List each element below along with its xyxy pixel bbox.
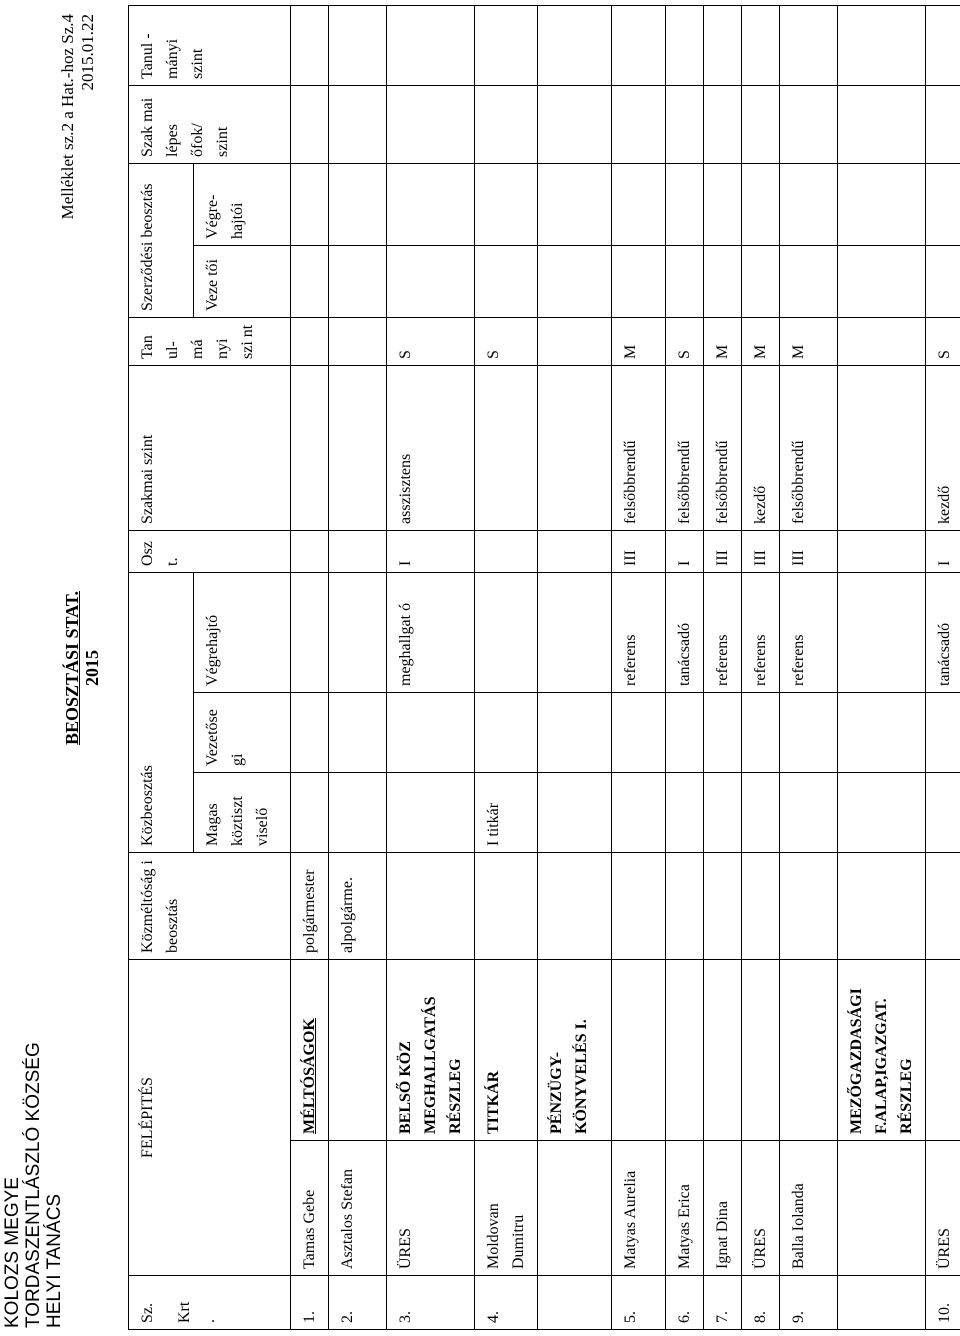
row-class: I <box>387 530 475 572</box>
table-row <box>666 5 704 1329</box>
row-grade <box>926 85 960 163</box>
row-education: S <box>387 317 475 365</box>
row-dignitary: polgármester <box>291 852 329 959</box>
row-level: felsőbbrendű <box>666 365 704 530</box>
row-study <box>329 5 387 85</box>
row-study <box>387 5 475 85</box>
annex-reference <box>58 14 98 219</box>
row-level: asszisztens <box>387 365 475 530</box>
org-commune: TORDASZENTLÁSZLÓ KÖZSÉG <box>23 1042 44 1328</box>
row-level: felsőbbrendű <box>612 365 666 530</box>
row-department <box>780 959 838 1140</box>
row-contract-lead <box>387 245 475 317</box>
row-department: MEZŐGAZDASÁGI F.ALAP,IGAZGAT. RÉSZLEG <box>838 959 926 1140</box>
col-number-header: Sz. Krt . <box>129 1276 291 1330</box>
col-study-header: Tanul - mányi szint <box>129 5 291 85</box>
row-grade <box>291 85 329 163</box>
row-contract-lead <box>838 245 926 317</box>
row-dignitary <box>612 852 666 959</box>
row-study <box>475 5 538 85</box>
row-class <box>475 530 538 572</box>
row-senior <box>926 772 960 852</box>
row-contract-lead <box>538 245 612 317</box>
row-study <box>838 5 926 85</box>
row-contract-lead <box>666 245 704 317</box>
row-executive <box>838 572 926 692</box>
row-name: Tamas Gebe <box>291 1141 329 1276</box>
row-class <box>329 530 387 572</box>
col-grade-header: Szak mai lépes őfok/ szint <box>129 85 291 163</box>
row-dignitary <box>742 852 780 959</box>
row-dignitary <box>666 852 704 959</box>
row-grade <box>387 85 475 163</box>
row-grade <box>538 85 612 163</box>
row-level: kezdő <box>926 365 960 530</box>
table-row <box>291 5 329 1329</box>
row-level <box>538 365 612 530</box>
row-number: 10. <box>926 1276 960 1330</box>
row-contract-exec <box>387 163 475 245</box>
row-senior <box>538 772 612 852</box>
row-contract-exec <box>612 163 666 245</box>
row-dignitary <box>926 852 960 959</box>
row-study <box>704 5 742 85</box>
row-contract-lead <box>926 245 960 317</box>
row-grade <box>838 85 926 163</box>
row-study <box>538 5 612 85</box>
row-education: S <box>926 317 960 365</box>
row-leadership <box>475 692 538 772</box>
row-contract-exec <box>329 163 387 245</box>
row-dignitary <box>475 852 538 959</box>
table-row <box>329 5 387 1329</box>
row-leadership <box>666 692 704 772</box>
row-department: PÉNZÜGY- KÖNYVELÉS I. <box>538 959 612 1140</box>
row-number <box>538 1276 612 1330</box>
row-grade <box>704 85 742 163</box>
row-senior <box>780 772 838 852</box>
row-class: III <box>780 530 838 572</box>
row-contract-lead <box>612 245 666 317</box>
row-grade <box>780 85 838 163</box>
row-department <box>742 959 780 1140</box>
row-level <box>291 365 329 530</box>
row-senior: I titkár <box>475 772 538 852</box>
row-leadership <box>329 692 387 772</box>
row-department <box>612 959 666 1140</box>
row-leadership <box>387 692 475 772</box>
table-row <box>538 5 612 1329</box>
row-grade <box>612 85 666 163</box>
row-executive: referens <box>704 572 742 692</box>
col-dignitary-header: Közméltóság i beosztás <box>129 852 291 959</box>
row-number <box>838 1276 926 1330</box>
row-name: Matyas Aurelia <box>612 1141 666 1276</box>
col-structure-header: FELÉPITÉS <box>129 959 291 1275</box>
row-education: M <box>704 317 742 365</box>
row-name: Ignat Dina <box>704 1141 742 1276</box>
row-contract-lead <box>742 245 780 317</box>
row-leadership <box>926 692 960 772</box>
row-education: S <box>475 317 538 365</box>
row-senior <box>291 772 329 852</box>
row-contract-lead <box>704 245 742 317</box>
table-row <box>838 5 926 1329</box>
row-contract-lead <box>291 245 329 317</box>
row-department: TITKÁR <box>475 959 538 1140</box>
row-class: III <box>612 530 666 572</box>
row-number: 1. <box>291 1276 329 1330</box>
row-name: ÜRES <box>926 1141 960 1276</box>
col-public-post-header: Közbeosztás <box>129 572 194 852</box>
row-class <box>838 530 926 572</box>
org-council: HELYI TANÁCS <box>44 1193 65 1328</box>
row-name <box>538 1141 612 1276</box>
row-contract-exec <box>838 163 926 245</box>
row-level: felsőbbrendű <box>780 365 838 530</box>
row-leadership <box>704 692 742 772</box>
table-row <box>475 5 538 1329</box>
row-senior <box>838 772 926 852</box>
row-name <box>838 1141 926 1276</box>
row-education <box>291 317 329 365</box>
row-number: 6. <box>666 1276 704 1330</box>
row-dignitary <box>538 852 612 959</box>
row-education: S <box>666 317 704 365</box>
row-study <box>666 5 704 85</box>
row-department <box>926 959 960 1140</box>
row-executive: referens <box>780 572 838 692</box>
row-department <box>704 959 742 1140</box>
row-executive: referens <box>742 572 780 692</box>
row-study <box>926 5 960 85</box>
row-executive: tanácsadó <box>666 572 704 692</box>
row-grade <box>329 85 387 163</box>
row-grade <box>475 85 538 163</box>
row-class: III <box>742 530 780 572</box>
row-education: M <box>612 317 666 365</box>
annex-line: Melléklet sz.2 a Hat.-hoz Sz.4 <box>58 14 77 220</box>
row-number: 4. <box>475 1276 538 1330</box>
row-contract-exec <box>475 163 538 245</box>
row-number: 3. <box>387 1276 475 1330</box>
row-level <box>329 365 387 530</box>
row-contract-exec <box>780 163 838 245</box>
col-leadership-header: Vezetőse gi <box>194 692 291 772</box>
org-county: KOLOZS MEGYE <box>2 1177 23 1328</box>
col-contract-header: Szerződési beosztás <box>129 163 194 317</box>
row-dignitary <box>780 852 838 959</box>
row-number: 2. <box>329 1276 387 1330</box>
row-contract-lead <box>475 245 538 317</box>
row-senior <box>742 772 780 852</box>
row-contract-exec <box>538 163 612 245</box>
row-education: M <box>742 317 780 365</box>
row-contract-lead <box>329 245 387 317</box>
row-department <box>666 959 704 1140</box>
table-row <box>704 5 742 1329</box>
row-education <box>538 317 612 365</box>
row-leadership <box>780 692 838 772</box>
row-executive: tanácsadó <box>926 572 960 692</box>
row-number: 8. <box>742 1276 780 1330</box>
table-row <box>742 5 780 1329</box>
row-study <box>780 5 838 85</box>
col-senior-header: Magas köztiszt viselő <box>194 772 291 852</box>
header-row <box>129 5 194 1329</box>
row-dignitary <box>704 852 742 959</box>
row-name: ÜRES <box>742 1141 780 1276</box>
row-executive: referens <box>612 572 666 692</box>
row-study <box>742 5 780 85</box>
row-number: 5. <box>612 1276 666 1330</box>
row-level <box>475 365 538 530</box>
row-senior <box>666 772 704 852</box>
row-study <box>612 5 666 85</box>
row-senior <box>387 772 475 852</box>
row-leadership <box>742 692 780 772</box>
row-department: MÉLTÓSÁGOK <box>291 959 329 1140</box>
row-class: I <box>666 530 704 572</box>
row-name: Matyas Erica <box>666 1141 704 1276</box>
row-executive <box>329 572 387 692</box>
row-name: Moldovan Dumitru <box>475 1141 538 1276</box>
row-department: BELSŐ KÖZ MEGHALLGATÁS RÉSZLEG <box>387 959 475 1140</box>
row-department <box>329 959 387 1140</box>
row-grade <box>666 85 704 163</box>
row-level: kezdő <box>742 365 780 530</box>
row-contract-exec <box>291 163 329 245</box>
title-text: BEOSZTÁSI STAT. <box>62 590 82 746</box>
row-education <box>838 317 926 365</box>
row-education: M <box>780 317 838 365</box>
col-contract-exec-header: Végre- hajtói <box>194 163 291 245</box>
row-level: felsőbbrendű <box>704 365 742 530</box>
row-grade <box>742 85 780 163</box>
row-executive <box>475 572 538 692</box>
table-row <box>387 5 475 1329</box>
row-dignitary: alpolgárme. <box>329 852 387 959</box>
row-contract-exec <box>666 163 704 245</box>
col-level-header: Szakmai szint <box>129 365 291 530</box>
row-senior <box>612 772 666 852</box>
row-contract-exec <box>926 163 960 245</box>
row-senior <box>329 772 387 852</box>
table-row <box>780 5 838 1329</box>
row-leadership <box>291 692 329 772</box>
table-row <box>612 5 666 1329</box>
row-name: Asztalos Stefan <box>329 1141 387 1276</box>
row-class <box>291 530 329 572</box>
row-leadership <box>538 692 612 772</box>
row-executive <box>291 572 329 692</box>
row-leadership <box>838 692 926 772</box>
row-leadership <box>612 692 666 772</box>
row-number: 7. <box>704 1276 742 1330</box>
row-name: Balla Iolanda <box>780 1141 838 1276</box>
row-executive: meghallgat ó <box>387 572 475 692</box>
row-study <box>291 5 329 85</box>
staff-table <box>128 5 960 1330</box>
row-number: 9. <box>780 1276 838 1330</box>
organization-header <box>2 1042 65 1328</box>
title-year: 2015 <box>82 650 102 686</box>
row-dignitary <box>387 852 475 959</box>
row-dignitary <box>838 852 926 959</box>
col-class-header: Oszt. <box>129 530 291 572</box>
table-row <box>926 5 960 1329</box>
row-senior <box>704 772 742 852</box>
row-contract-exec <box>742 163 780 245</box>
annex-date: 2015.01.22 <box>78 14 97 91</box>
row-education <box>329 317 387 365</box>
row-class <box>538 530 612 572</box>
col-contract-lead-header: Veze tői <box>194 245 291 317</box>
row-class: I <box>926 530 960 572</box>
row-contract-exec <box>704 163 742 245</box>
col-education-header: Tan ul- má nyi szi nt <box>129 317 291 365</box>
row-contract-lead <box>780 245 838 317</box>
row-name: ÜRES <box>387 1141 475 1276</box>
row-class: III <box>704 530 742 572</box>
row-level <box>838 365 926 530</box>
row-executive <box>538 572 612 692</box>
col-executive-header: Végrehajtó <box>194 572 291 692</box>
